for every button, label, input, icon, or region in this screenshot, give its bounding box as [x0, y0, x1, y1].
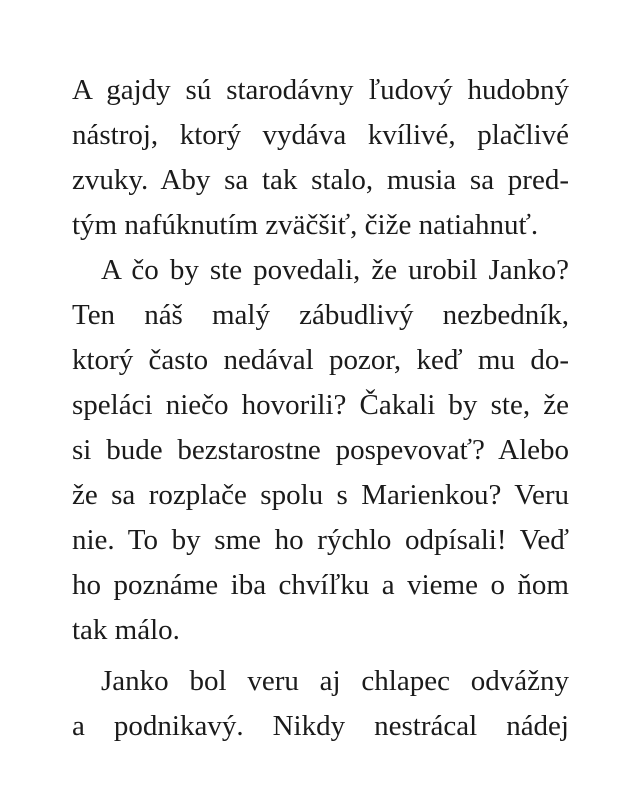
text-line: A čo by ste povedali, že urobil Janko? [101, 254, 569, 286]
text-line: tým nafúknutím zväčšiť, čiže natiahnuť. [72, 209, 539, 241]
text-line: tak málo. [72, 614, 180, 646]
text-line: Ten náš malý zábudlivý nezbedník, [72, 299, 569, 331]
text-line: nástroj, ktorý vydáva kvílivé, plačlivé [72, 119, 569, 151]
text-line: ktorý často nedával pozor, keď mu do- [72, 344, 569, 376]
text-line: nie. To by sme ho rýchlo odpísali! Veď [72, 524, 569, 556]
text-line: speláci niečo hovorili? Čakali by ste, že [72, 389, 569, 421]
paragraph-1 [72, 68, 569, 248]
text-line: Janko bol veru aj chlapec odvážny [101, 665, 569, 697]
book-page [72, 68, 569, 749]
text-line: ho poznáme iba chvíľku a vieme o ňom [72, 569, 569, 601]
text-line: že sa rozplače spolu s Marienkou? Veru [72, 479, 569, 511]
text-line: A gajdy sú starodávny ľudový hudobný [72, 74, 569, 106]
text-line: a podnikavý. Nikdy nestrácal nádej [72, 710, 569, 742]
text-line: si bude bezstarostne pospevovať? Alebo [72, 434, 569, 466]
paragraph-2 [72, 248, 569, 653]
text-line: zvuky. Aby sa tak stalo, musia sa pred- [72, 164, 569, 196]
paragraph-3 [72, 659, 569, 749]
